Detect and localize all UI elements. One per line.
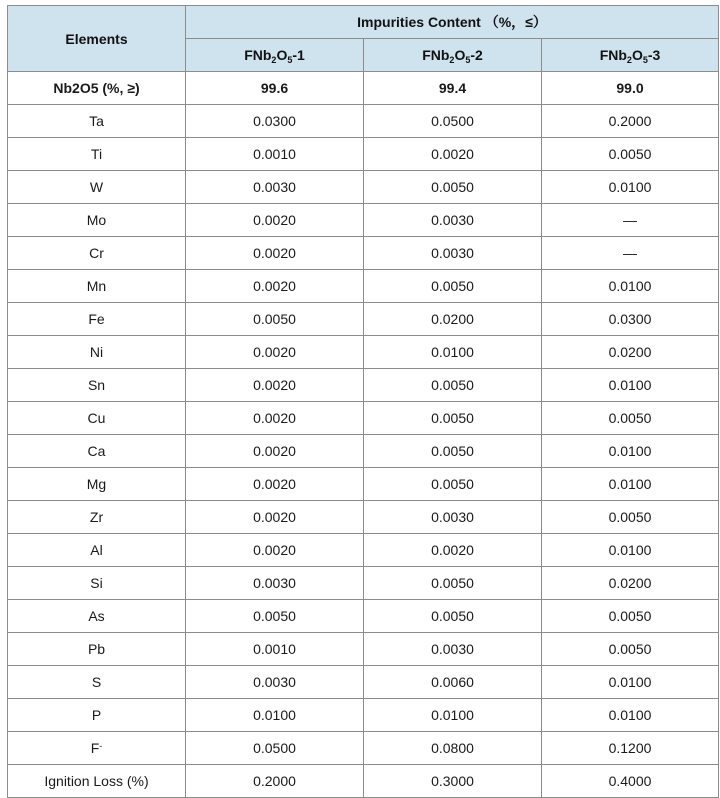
value-cell: 0.0100 xyxy=(542,699,719,732)
table-row xyxy=(8,138,719,171)
table-row xyxy=(8,435,719,468)
table-row xyxy=(8,567,719,600)
value-cell: 0.0100 xyxy=(364,336,542,369)
value-cell: 0.0020 xyxy=(186,435,364,468)
grade-header-2: $FNb_2O_5-2$ xyxy=(364,39,542,72)
value-cell: 0.0030 xyxy=(364,501,542,534)
value-cell: 0.0050 xyxy=(364,600,542,633)
element-cell: Mn xyxy=(8,270,186,303)
value-cell: 0.0100 xyxy=(542,171,719,204)
value-cell: 0.0100 xyxy=(542,270,719,303)
value-cell: 0.0020 xyxy=(186,237,364,270)
element-cell: Pb xyxy=(8,633,186,666)
table-row xyxy=(8,732,719,765)
elements-header: Elements xyxy=(8,6,186,72)
purity-row xyxy=(8,72,719,105)
value-cell: 0.0300 xyxy=(186,105,364,138)
element-cell: Ca xyxy=(8,435,186,468)
element-cell: Sn xyxy=(8,369,186,402)
table-row xyxy=(8,204,719,237)
table-row xyxy=(8,171,719,204)
value-cell: 0.0020 xyxy=(186,468,364,501)
value-cell: 0.0050 xyxy=(542,402,719,435)
value-cell: 0.0050 xyxy=(364,270,542,303)
value-cell: 0.3000 xyxy=(364,765,542,798)
value-cell: 0.0100 xyxy=(364,699,542,732)
value-cell: 0.0100 xyxy=(542,666,719,699)
value-cell: 0.0100 xyxy=(542,534,719,567)
value-cell: 0.0020 xyxy=(186,204,364,237)
value-cell: 0.0050 xyxy=(364,171,542,204)
table-body xyxy=(8,72,719,798)
value-cell: 0.0050 xyxy=(186,600,364,633)
element-cell: Al xyxy=(8,534,186,567)
table-row xyxy=(8,765,719,798)
table-row xyxy=(8,666,719,699)
element-cell: As xyxy=(8,600,186,633)
element-cell: Ta xyxy=(8,105,186,138)
value-cell: 0.0050 xyxy=(364,369,542,402)
value-cell: 0.0050 xyxy=(542,138,719,171)
value-cell: 0.0050 xyxy=(542,600,719,633)
value-cell: 0.0010 xyxy=(186,138,364,171)
value-cell: 0.0030 xyxy=(186,567,364,600)
impurities-table xyxy=(7,5,719,798)
value-cell: 0.0500 xyxy=(186,732,364,765)
value-cell: 0.0030 xyxy=(364,204,542,237)
element-cell: Cu xyxy=(8,402,186,435)
value-cell: 0.0100 xyxy=(542,435,719,468)
element-cell: Fe xyxy=(8,303,186,336)
value-cell: 0.0300 xyxy=(542,303,719,336)
element-cell: F- xyxy=(8,732,186,765)
impurities-content-header: Impurities Content （%，≤） xyxy=(186,6,719,39)
purity-value: 99.4 xyxy=(364,72,542,105)
value-cell: 0.0030 xyxy=(364,633,542,666)
value-cell: 0.0500 xyxy=(364,105,542,138)
value-cell: 0.0020 xyxy=(186,534,364,567)
grade-header-1: $FNb_2O_5-1$ xyxy=(186,39,364,72)
value-cell: 0.0020 xyxy=(186,402,364,435)
table-row xyxy=(8,699,719,732)
element-cell: Mo xyxy=(8,204,186,237)
value-cell: 0.0200 xyxy=(542,336,719,369)
value-cell: 0.0030 xyxy=(186,666,364,699)
value-cell: 0.0050 xyxy=(542,501,719,534)
value-cell: 0.0060 xyxy=(364,666,542,699)
value-cell: 0.0050 xyxy=(364,567,542,600)
purity-value: 99.6 xyxy=(186,72,364,105)
value-cell: 0.0030 xyxy=(364,237,542,270)
value-cell: 0.0050 xyxy=(364,468,542,501)
value-cell: 0.0050 xyxy=(542,633,719,666)
element-cell: Si xyxy=(8,567,186,600)
value-cell: 0.2000 xyxy=(542,105,719,138)
value-cell: 0.4000 xyxy=(542,765,719,798)
value-cell: 0.0020 xyxy=(186,336,364,369)
table-row xyxy=(8,600,719,633)
element-cell: Ignition Loss (%) xyxy=(8,765,186,798)
table-row xyxy=(8,468,719,501)
element-cell: Zr xyxy=(8,501,186,534)
table-row xyxy=(8,303,719,336)
element-cell: Ni xyxy=(8,336,186,369)
table-row xyxy=(8,105,719,138)
value-cell: 0.0010 xyxy=(186,633,364,666)
table-row xyxy=(8,402,719,435)
value-cell: 0.1200 xyxy=(542,732,719,765)
value-cell: 0.0100 xyxy=(186,699,364,732)
value-cell: — xyxy=(542,237,719,270)
table-row xyxy=(8,369,719,402)
element-cell: W xyxy=(8,171,186,204)
element-cell: Cr xyxy=(8,237,186,270)
purity-value: 99.0 xyxy=(542,72,719,105)
value-cell: 0.0020 xyxy=(186,501,364,534)
value-cell: — xyxy=(542,204,719,237)
element-cell: P xyxy=(8,699,186,732)
table-row xyxy=(8,633,719,666)
element-cell: S xyxy=(8,666,186,699)
value-cell: 0.0200 xyxy=(364,303,542,336)
table-row xyxy=(8,237,719,270)
value-cell: 0.2000 xyxy=(186,765,364,798)
table-row xyxy=(8,501,719,534)
element-cell: Mg xyxy=(8,468,186,501)
value-cell: 0.0020 xyxy=(364,138,542,171)
element-cell: Ti xyxy=(8,138,186,171)
value-cell: 0.0800 xyxy=(364,732,542,765)
value-cell: 0.0020 xyxy=(364,534,542,567)
value-cell: 0.0050 xyxy=(364,402,542,435)
value-cell: 0.0100 xyxy=(542,468,719,501)
value-cell: 0.0100 xyxy=(542,369,719,402)
table-row xyxy=(8,534,719,567)
table-row xyxy=(8,270,719,303)
value-cell: 0.0050 xyxy=(364,435,542,468)
grade-header-3: $FNb_2O_5-3$ xyxy=(542,39,719,72)
value-cell: 0.0050 xyxy=(186,303,364,336)
value-cell: 0.0200 xyxy=(542,567,719,600)
table-row xyxy=(8,336,719,369)
value-cell: 0.0030 xyxy=(186,171,364,204)
value-cell: 0.0020 xyxy=(186,369,364,402)
value-cell: 0.0020 xyxy=(186,270,364,303)
purity-label: Nb2O5 (%, ≥) xyxy=(8,72,186,105)
